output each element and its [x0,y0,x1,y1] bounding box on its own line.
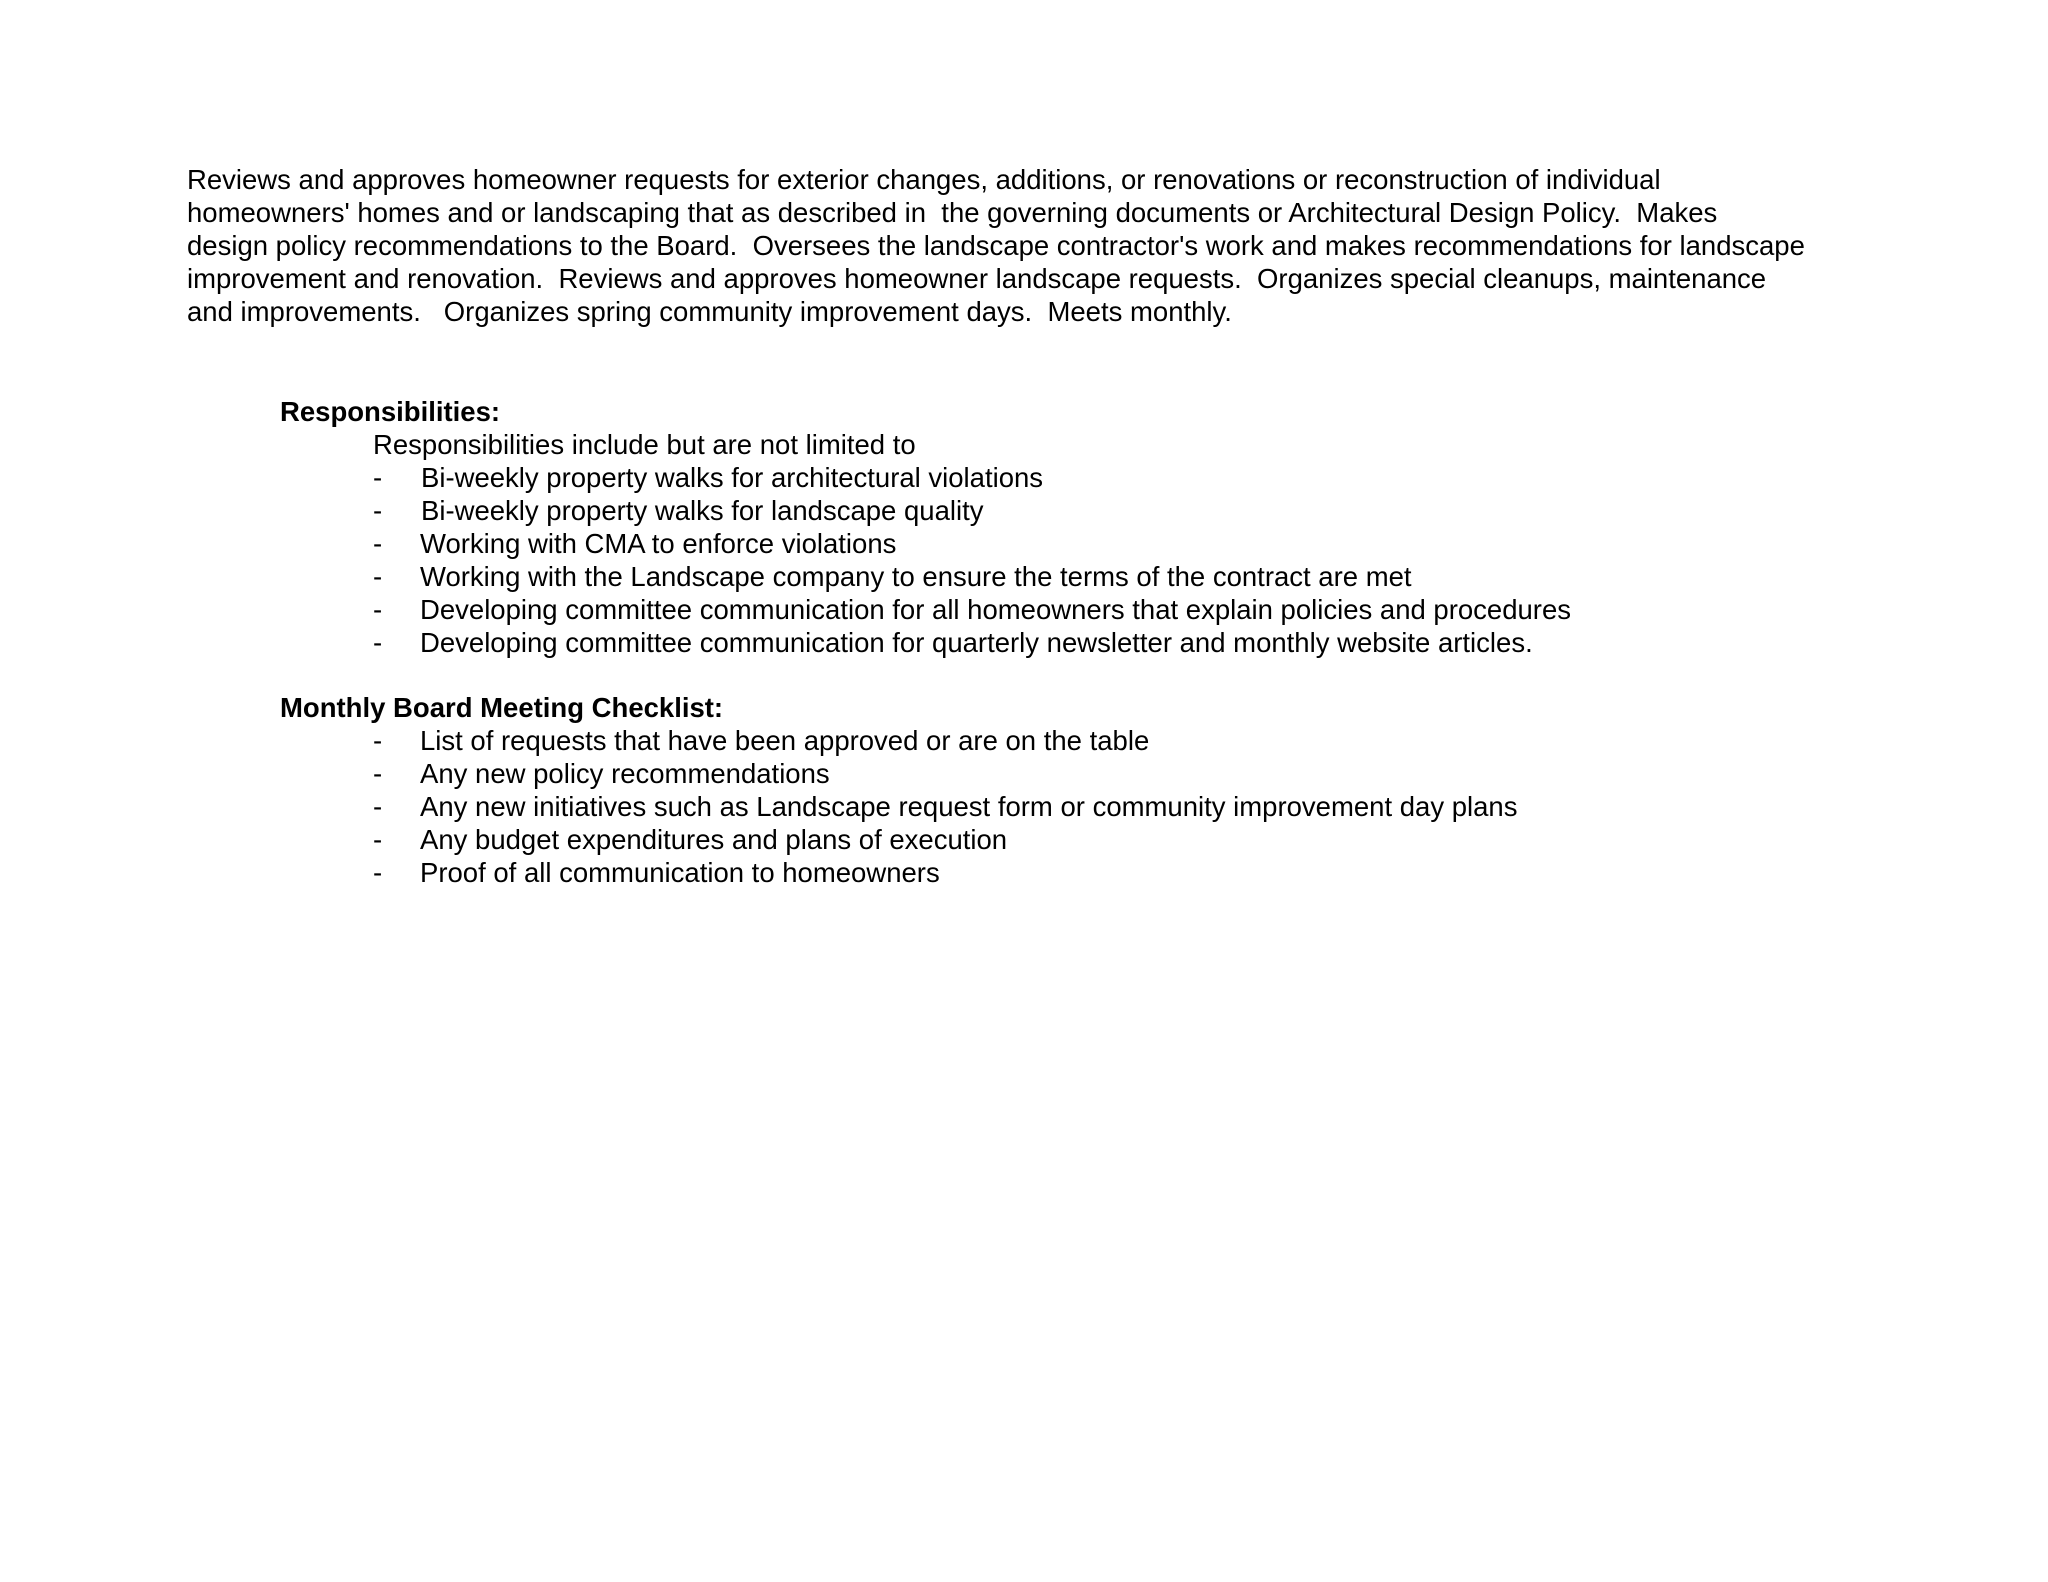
bullet-dash: - [373,791,383,822]
intro-line: Reviews and approves homeowner requests for exterior changes, additions, or renovations or reconstruction of individual [187,164,1661,195]
intro-line: design policy recommendations to the Board. Oversees the landscape contractor's work and makes recommendations for landscape [187,230,1805,261]
list-item-text: Any new policy recommendations [420,758,830,789]
list-item [373,757,830,790]
list-item-text: Working with CMA to enforce violations [420,528,897,559]
checklist-list [373,724,1518,889]
list-item [373,527,897,560]
list-item-text: Developing committee communication for quarterly newsletter and monthly website articles. [420,627,1533,658]
responsibilities-intro: Responsibilities include but are not limited to [373,429,916,460]
list-item [373,790,1518,823]
list-item [373,724,1150,757]
intro-line: and improvements. Organizes spring community improvement days. Meets monthly. [187,296,1232,327]
list-item-text: Bi-weekly property walks for architectural violations [421,462,1044,493]
list-item-text: Developing committee communication for all homeowners that explain policies and procedures [420,594,1572,625]
list-item-text: Any budget expenditures and plans of execution [420,824,1008,855]
bullet-dash: - [373,462,383,493]
list-item [373,494,984,527]
intro-paragraph [187,163,1887,328]
responsibilities-heading: Responsibilities: [280,396,501,427]
list-item [373,856,940,889]
bullet-dash: - [373,528,383,559]
intro-line: homeowners' homes and or landscaping that as described in the governing documents or Architectural Design Policy. Makes [187,197,1718,228]
list-item [373,560,1412,593]
intro-line: improvement and renovation. Reviews and approves homeowner landscape requests. Organizes special cleanups, maintenance [187,263,1767,294]
bullet-dash: - [373,627,383,658]
bullet-dash: - [373,725,383,756]
bullet-dash: - [373,495,383,526]
bullet-dash: - [373,594,383,625]
list-item-text: Proof of all communication to homeowners [420,857,940,888]
list-item [373,626,1533,659]
bullet-dash: - [373,758,383,789]
list-item [373,823,1008,856]
responsibilities-list [373,461,1572,659]
list-item-text: Bi-weekly property walks for landscape quality [421,495,984,526]
checklist-heading: Monthly Board Meeting Checklist: [280,692,724,723]
bullet-dash: - [373,824,383,855]
list-item [373,461,1044,494]
list-item [373,593,1572,626]
list-item-text: Working with the Landscape company to ensure the terms of the contract are met [420,561,1412,592]
list-item-text: List of requests that have been approved or are on the table [420,725,1150,756]
bullet-dash: - [373,561,383,592]
list-item-text: Any new initiatives such as Landscape request form or community improvement day plans [420,791,1518,822]
bullet-dash: - [373,857,383,888]
